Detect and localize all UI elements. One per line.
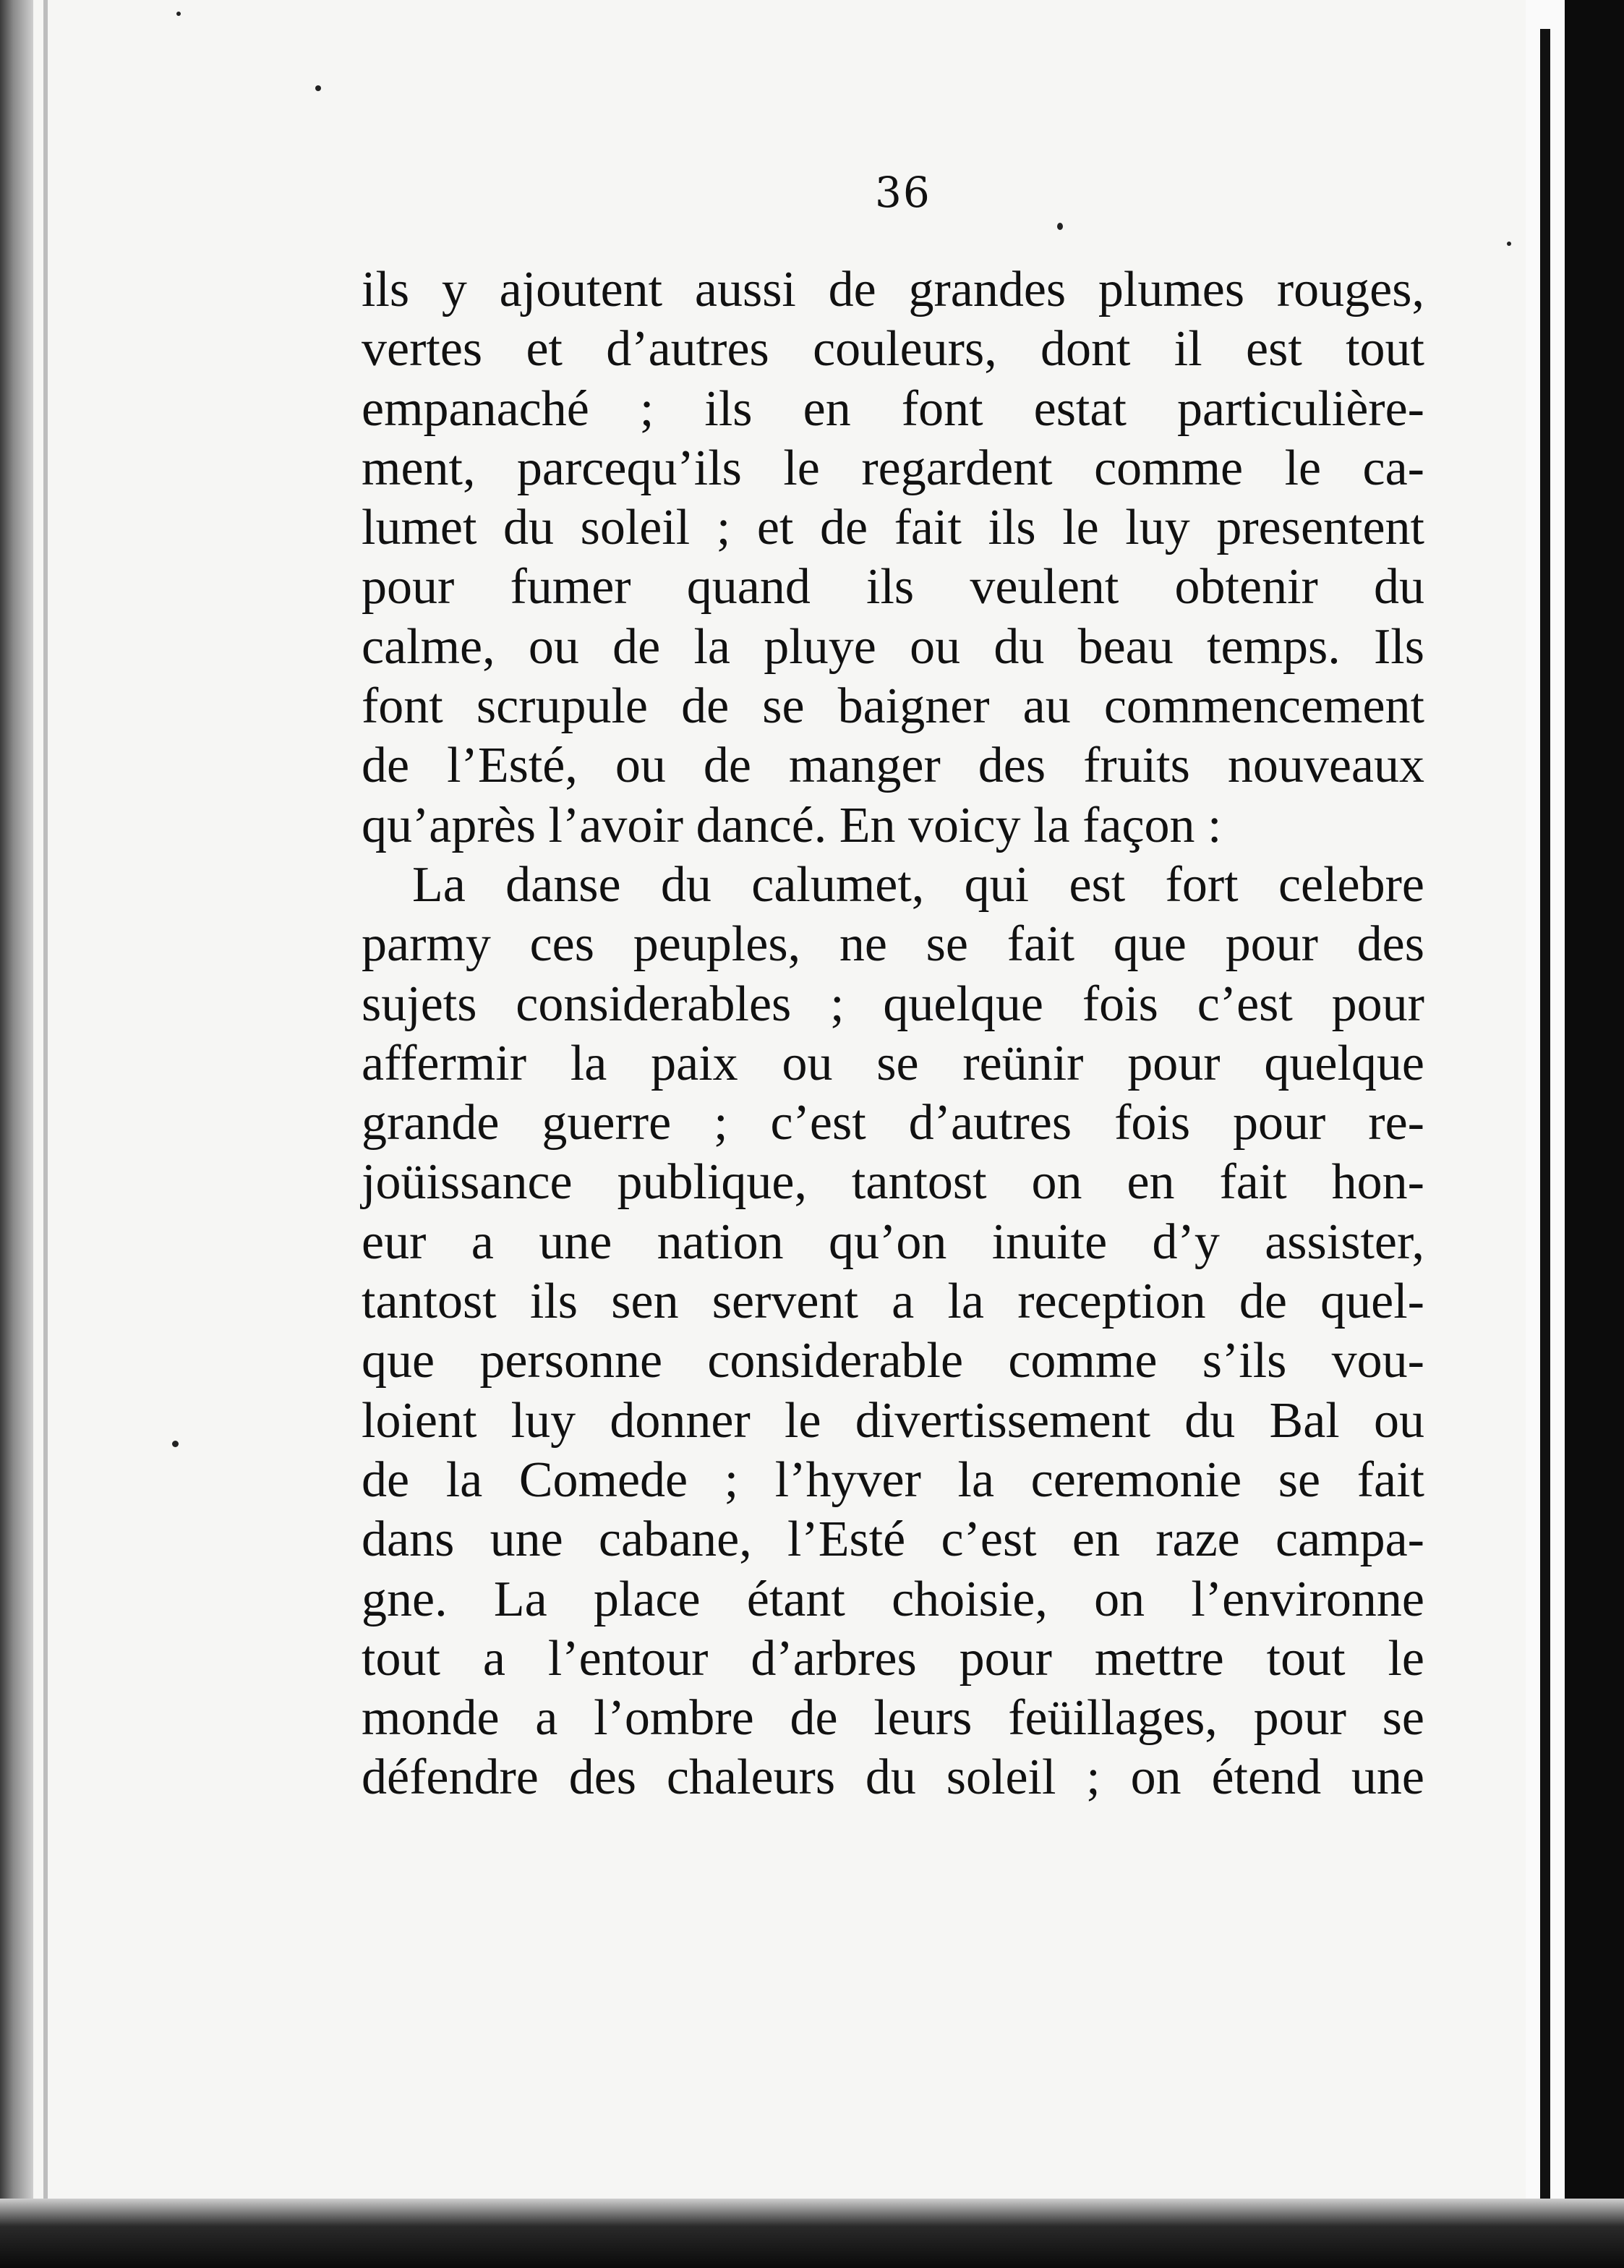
- text-line: grande guerre ; c’est d’autres fois pour re-: [362, 1095, 1424, 1151]
- text-line: empanaché ; ils en font estat particulière-: [362, 380, 1424, 437]
- text-line: eur a une nation qu’on inuite d’y assister,: [362, 1214, 1424, 1270]
- text-line: défendre des chaleurs du soleil ; on étend une: [362, 1749, 1424, 1806]
- text-line: vertes et d’autres couleurs, dont il est tout: [362, 321, 1424, 378]
- text-line: gne. La place étant choisie, on l’environne: [362, 1571, 1424, 1627]
- dust-speck: [1057, 223, 1063, 230]
- text-line: qu’après l’avoir dancé. En voicy la façon :: [362, 797, 1222, 853]
- dust-speck: [315, 85, 321, 91]
- dust-speck: [1507, 242, 1511, 246]
- text-line: tout a l’entour d’arbres pour mettre tout le: [362, 1630, 1424, 1687]
- text-line: monde a l’ombre de leurs feüillages, pour se: [362, 1690, 1424, 1747]
- text-line: de l’Esté, ou de manger des fruits nouveaux: [362, 738, 1424, 794]
- paragraph-start-line: La danse du calumet, qui est fort celebre: [412, 856, 1424, 913]
- scanner-bed-right: [1565, 0, 1624, 2268]
- text-line: parmy ces peuples, ne se fait que pour des: [362, 916, 1424, 973]
- text-line: loient luy donner le divertissement du Bal ou: [362, 1392, 1424, 1449]
- text-line: de la Comede ; l’hyver la ceremonie se fait: [362, 1451, 1424, 1508]
- text-line: que personne considerable comme s’ils vou-: [362, 1333, 1424, 1389]
- page-right-edge-line: [1540, 29, 1550, 2206]
- body-text: [362, 260, 1424, 1808]
- text-line: affermir la paix ou se reünir pour quelque: [362, 1035, 1424, 1091]
- text-line: ils y ajoutent aussi de grandes plumes rouges,: [362, 262, 1424, 317]
- text-line: pour fumer quand ils veulent obtenir du: [362, 559, 1424, 615]
- text-line: dans une cabane, l’Esté c’est en raze campa-: [362, 1512, 1424, 1568]
- book-spine-shadow: [0, 0, 33, 2268]
- page-number: 36: [875, 168, 931, 217]
- scanner-bed-bottom: [0, 2199, 1624, 2268]
- text-line: font scrupule de se baigner au commencement: [362, 678, 1424, 735]
- dust-speck: [172, 1441, 179, 1447]
- dust-speck: [176, 12, 181, 16]
- text-line: sujets considerables ; quelque fois c’est pour: [362, 976, 1424, 1032]
- text-line: ment, parcequ’ils le regardent comme le ca-: [362, 440, 1424, 496]
- text-line: lumet du soleil ; et de fait ils le luy presentent: [362, 500, 1424, 556]
- spine-edge-line: [43, 0, 48, 2268]
- text-line: joüissance publique, tantost on en fait hon-: [362, 1154, 1424, 1211]
- text-line: calme, ou de la pluye ou du beau temps. Ils: [362, 618, 1424, 675]
- text-line: tantost ils sen servent a la reception de quel-: [362, 1274, 1424, 1330]
